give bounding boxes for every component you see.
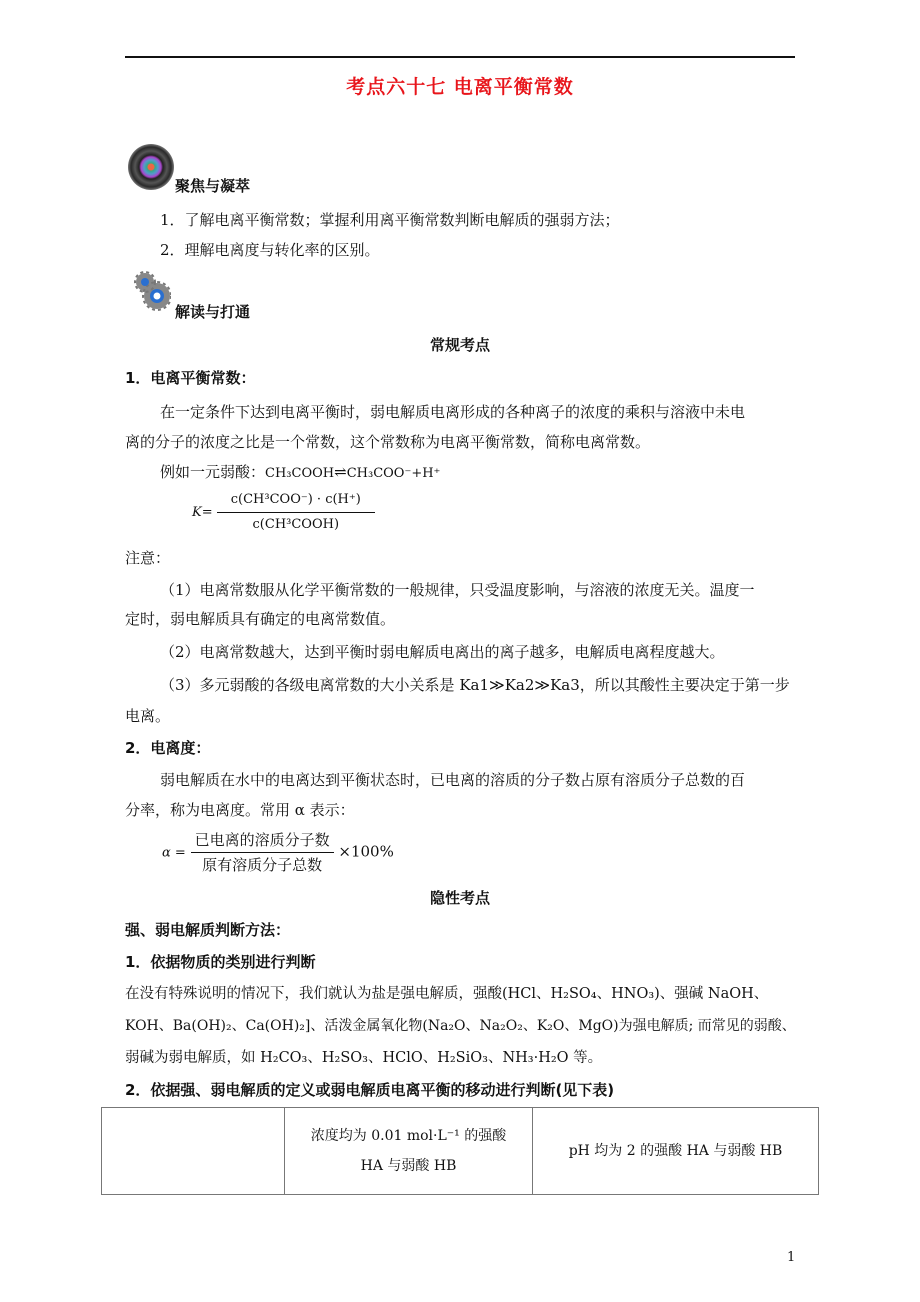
method-1-line2: KOH、Ba(OH)₂、Ca(OH)₂]、活泼金属氧化物(Na₂O、Na₂O₂、K₂O、MgO)为强电解质; 而常见的弱酸、 <box>125 1018 796 1034</box>
page-number: 1 <box>787 1250 796 1265</box>
note-1-line2: 定时，弱电解质具有确定的电离常数值。 <box>125 610 396 628</box>
method-1-line1: 在没有特殊说明的情况下，我们就认为盐是强电解质，强酸(HCl、H₂SO₄、HNO₃)、强碱 NaOH、 <box>125 986 769 1002</box>
k-denominator: c(CH³COOH) <box>252 517 340 532</box>
camera-lens-icon <box>128 144 174 190</box>
s2-title: 2．电离度： <box>125 739 211 757</box>
eq-left: CH₃COOH <box>265 466 335 481</box>
section-heading-focus: 聚焦与凝萃 <box>175 177 251 195</box>
hidden-subtitle: 强、弱电解质判断方法： <box>125 921 291 939</box>
note-1-line1: （1）电离常数服从化学平衡常数的一般规律，只受温度影响，与溶液的浓度无关。温度一 <box>160 581 755 599</box>
section-heading-explain: 解读与打通 <box>175 303 251 321</box>
note-2: （2）电离常数越大，达到平衡时弱电解质电离出的离子越多，电解质电离程度越大。 <box>160 643 725 661</box>
s1-para-line2: 离的分子的浓度之比是一个常数，这个常数称为电离平衡常数，简称电离常数。 <box>125 433 651 451</box>
alpha-numerator: 已电离的溶质分子数 <box>191 830 334 853</box>
method-2-title: 2．依据强、弱电解质的定义或弱电解质电离平衡的移动进行判断(见下表) <box>125 1081 615 1099</box>
eq-right: CH₃COO⁻+H⁺ <box>346 466 441 481</box>
header-rule <box>125 56 795 58</box>
hidden-heading: 隐性考点 <box>429 889 490 907</box>
table-header-concentration-line2: HA 与弱酸 HB <box>360 1158 457 1174</box>
alpha-suffix: ×100% <box>338 842 394 861</box>
regular-heading: 常规考点 <box>429 336 490 354</box>
alpha-formula <box>162 830 394 875</box>
table-header-ph: pH 均为 2 的强酸 HA 与弱酸 HB <box>533 1108 819 1195</box>
equilibrium-arrow-icon: ⇌ <box>334 463 347 481</box>
example-equation <box>160 462 440 484</box>
k-label: K= <box>192 505 213 520</box>
table-header-concentration <box>285 1108 533 1195</box>
table-cell-empty <box>102 1108 285 1195</box>
s2-para-line2: 分率，称为电离度。常用 α 表示： <box>125 801 355 819</box>
example-prefix: 例如一元弱酸： <box>160 463 266 481</box>
s1-para-line1: 在一定条件下达到电离平衡时，弱电解质电离形成的各种离子的浓度的乘积与溶液中未电 <box>160 403 746 421</box>
note-3-line2: 电离。 <box>125 707 171 725</box>
method-1-line3: 弱碱为弱电解质，如 H₂CO₃、H₂SO₃、HClO、H₂SiO₃、NH₃·H₂O 等。 <box>125 1050 603 1066</box>
k-numerator: c(CH³COO⁻) · c(H⁺) <box>217 490 375 513</box>
focus-item-1: 1．了解电离平衡常数；掌握利用离平衡常数判断电解质的强弱方法； <box>160 211 620 229</box>
table-row <box>102 1108 819 1195</box>
alpha-fraction <box>191 830 334 875</box>
alpha-denominator: 原有溶质分子总数 <box>202 856 323 874</box>
k-fraction <box>217 490 375 535</box>
table-header-concentration-line1: 浓度均为 0.01 mol·L⁻¹ 的强酸 <box>310 1128 507 1144</box>
comparison-table <box>101 1107 819 1195</box>
gears-icon <box>131 270 171 312</box>
s1-title: 1．电离平衡常数： <box>125 369 256 387</box>
method-1-title: 1．依据物质的类别进行判断 <box>125 953 316 971</box>
alpha-label: α = <box>162 845 186 861</box>
note-label: 注意： <box>125 549 171 567</box>
focus-item-2: 2．理解电离度与转化率的区别。 <box>160 241 380 259</box>
page-title: 考点六十七 电离平衡常数 <box>346 76 574 98</box>
note-3-line1: （3）多元弱酸的各级电离常数的大小关系是 Ka1≫Ka2≫Ka3，所以其酸性主要决定于第一步 <box>160 676 790 694</box>
k-formula <box>192 490 375 535</box>
s2-para-line1: 弱电解质在水中的电离达到平衡状态时，已电离的溶质的分子数占原有溶质分子总数的百 <box>160 771 746 789</box>
